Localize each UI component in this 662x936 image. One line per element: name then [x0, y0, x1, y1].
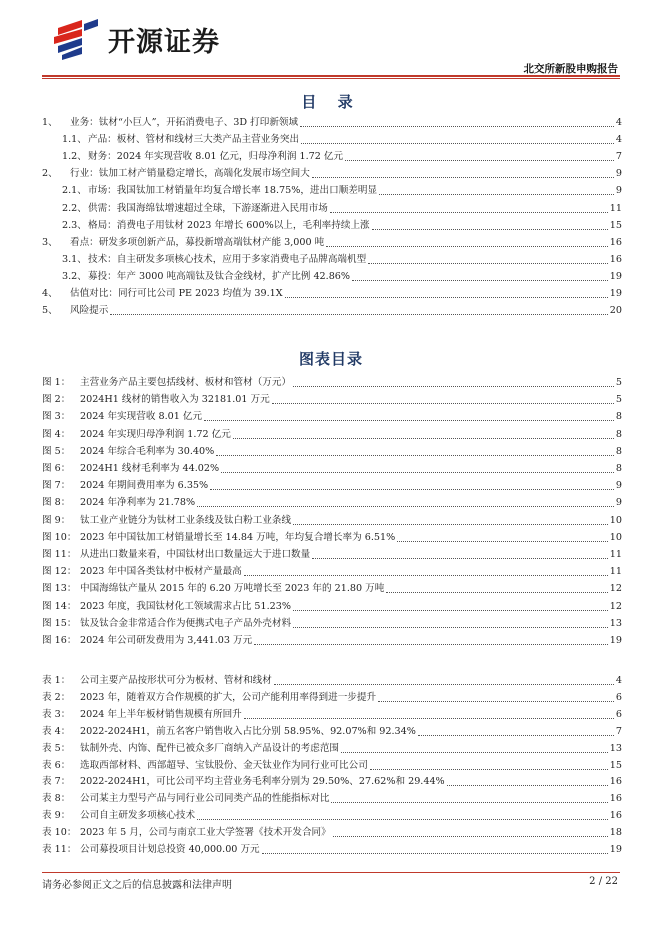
toc-item-number: 1、: [42, 117, 58, 128]
figure-item-page: 8: [615, 463, 622, 474]
figure-item[interactable]: [42, 479, 622, 493]
toc-item-leader: [372, 228, 608, 230]
table-item-text: 2022-2024H1，可比公司平均主营业务毛利率分别为 29.50%、27.62%和 29.44%: [80, 776, 445, 788]
figure-item-number: 图 12：: [42, 566, 77, 578]
header-divider: [42, 75, 620, 77]
figure-item-number: 图 5：: [42, 445, 71, 457]
toc-item[interactable]: [42, 236, 622, 250]
toc-item-text: 产品：板材、管材和线材三大类产品主营业务突出: [88, 134, 300, 146]
figure-item-number: 图 10：: [42, 531, 77, 543]
table-item-leader: [378, 700, 614, 702]
toc-item[interactable]: [42, 304, 622, 318]
figure-item-page: 8: [615, 445, 622, 457]
toc-item[interactable]: [42, 184, 622, 198]
figure-item-page: 12: [609, 583, 622, 595]
table-item-text: 钛制外壳、内饰、配件已被众多厂商纳入产品设计的考虑范围: [80, 742, 340, 754]
figure-item-leader: [204, 419, 614, 421]
figure-item-page: 11: [609, 549, 622, 560]
figure-item[interactable]: [42, 445, 622, 459]
figure-item-number: 图 6：: [42, 463, 71, 474]
table-item-page: 4: [615, 675, 622, 686]
figure-item-page: 19: [609, 635, 622, 646]
table-item[interactable]: [42, 775, 622, 789]
table-item[interactable]: [42, 742, 622, 756]
figure-item-text: 2024H1 线材毛利率为 44.02%: [80, 463, 220, 474]
toc-item-leader: [312, 176, 614, 178]
charts-title: 图表目录: [298, 350, 363, 368]
figure-item[interactable]: [42, 634, 622, 648]
toc-item-number: 4、: [42, 288, 58, 299]
figure-item-text: 2024H1 线材的销售收入为 32181.01 万元: [80, 394, 270, 406]
toc-item[interactable]: [42, 202, 622, 216]
toc-item-page: 16: [609, 253, 622, 265]
table-item-text: 选取西部材料、西部超导、宝钛股份、金天钛业作为同行业可比公司: [80, 759, 368, 771]
figure-item-page: 13: [609, 617, 622, 629]
figure-item-number: 图 7：: [42, 480, 71, 492]
table-item-text: 公司自主研发多项核心技术: [80, 810, 196, 822]
toc-item-number: 3.1、: [62, 253, 87, 265]
table-item-leader: [341, 751, 608, 753]
figure-item-text: 钛工业产业链分为钛材工业条线及钛白粉工业条线: [80, 514, 292, 526]
toc-item-leader: [330, 211, 608, 213]
table-item[interactable]: [42, 725, 622, 739]
table-item-text: 2023 年 5 月，公司与南京工业大学签署《技术开发合同》: [80, 827, 331, 839]
toc-item-number: 2.1、: [62, 185, 87, 197]
table-item-page: 13: [609, 742, 622, 754]
figure-item[interactable]: [42, 462, 622, 476]
toc-item-leader: [110, 313, 607, 315]
figure-item-number: 图 9：: [42, 514, 71, 526]
table-item-leader: [447, 784, 608, 786]
toc-item-number: 3、: [42, 236, 58, 248]
table-item[interactable]: [42, 843, 622, 857]
figure-item-leader: [397, 540, 608, 542]
figure-item-text: 2023 年中国各类钛材中板材产量最高: [80, 566, 242, 578]
report-type: 北交所新股申购报告: [523, 63, 618, 75]
toc-item-page: 16: [609, 236, 622, 248]
figure-item[interactable]: [42, 428, 622, 442]
figure-item-text: 2024 年公司研发费用为 3,441.03 万元: [80, 635, 253, 646]
figure-item-number: 图 15：: [42, 617, 77, 629]
figure-item-number: 图 2：: [42, 394, 71, 406]
toc-item-page: 4: [615, 117, 622, 128]
table-item-text: 2023 年，随着双方合作规模的扩大，公司产能利用率得到进一步提升: [80, 691, 377, 703]
figure-item[interactable]: [42, 548, 622, 562]
table-item-leader: [333, 835, 608, 837]
figure-item-text: 2024 年实现归母净利润 1.72 亿元: [80, 428, 231, 440]
figure-item-text: 从进出口数量来看，中国钛材出口数量远大于进口数量: [80, 549, 311, 560]
figure-item-leader: [272, 402, 614, 404]
table-item-page: 7: [615, 725, 622, 737]
table-item-number: 表 9：: [42, 810, 71, 822]
toc-item-page: 7: [615, 151, 622, 163]
figure-item-leader: [293, 385, 614, 387]
table-item-number: 表 7：: [42, 776, 71, 788]
table-item-text: 公司某主力型号产品与同行业公司同类产品的性能指标对比: [80, 793, 330, 805]
toc-item-leader: [379, 193, 614, 195]
figure-item-leader: [216, 454, 614, 456]
toc-item-number: 3.2、: [62, 270, 87, 282]
table-item-page: 18: [609, 827, 622, 839]
figure-item-text: 2024 年期间费用率为 6.35%: [80, 480, 209, 492]
table-item-text: 公司募投项目计划总投资 40,000.00 万元: [80, 844, 260, 855]
table-item[interactable]: [42, 708, 622, 722]
toc-item-text: 估值对比：同行可比公司 PE 2023 均值为 39.1X: [70, 288, 283, 299]
figure-item[interactable]: [42, 565, 622, 579]
toc-item-text: 技术：自主研发多项核心技术，应用于多家消费电子品牌高端机型: [88, 253, 367, 265]
toc-item-text: 格局：消费电子用钛材 2023 年增长 600%以上，毛利率持续上涨: [88, 219, 370, 231]
table-item-text: 2022-2024H1，前五名客户销售收入占比分别 58.95%、92.07%和 92.34%: [80, 725, 416, 737]
figure-item-page: 9: [615, 497, 622, 509]
table-item-leader: [370, 768, 608, 770]
figure-item-leader: [312, 557, 608, 559]
table-item-page: 16: [609, 793, 622, 805]
figure-item[interactable]: [42, 617, 622, 631]
table-item-page: 6: [615, 691, 622, 703]
toc-item[interactable]: [42, 287, 622, 301]
toc-item[interactable]: [42, 167, 622, 181]
figure-item[interactable]: [42, 582, 622, 596]
figure-item[interactable]: [42, 531, 622, 545]
toc-item-text: 风险提示: [70, 305, 109, 317]
table-item-text: 2024 年上半年板材销售规模有所回升: [80, 708, 242, 720]
toc-item-leader: [345, 159, 614, 161]
figure-item-text: 中国海绵钛产量从 2015 年的 6.20 万吨增长至 2023 年的 21.80 万吨: [80, 583, 385, 595]
table-item[interactable]: [42, 759, 622, 773]
toc-item-text: 供需：我国海绵钛增速超过全球，下游逐渐进入民用市场: [88, 202, 328, 214]
toc-item-number: 2、: [42, 168, 58, 180]
table-item-page: 16: [609, 810, 622, 822]
page-number: 2 / 22: [589, 876, 618, 887]
toc-item[interactable]: [42, 253, 622, 267]
figure-item-text: 2024 年净利率为 21.78%: [80, 497, 196, 509]
table-item-number: 表 3：: [42, 708, 71, 720]
toc-item[interactable]: [42, 270, 622, 284]
footer-disclaimer: 请务必参阅正文之后的信息披露和法律声明: [42, 880, 232, 891]
toc-item-page: 15: [609, 219, 622, 231]
figure-item-leader: [293, 523, 608, 525]
table-item-leader: [262, 852, 608, 854]
figure-item-text: 2023 年中国钛加工材销量增长至 14.84 万吨，年均复合增长率为 6.51%: [80, 531, 396, 543]
footer-divider: [42, 872, 620, 873]
table-item[interactable]: [42, 691, 622, 705]
figure-item-number: 图 4：: [42, 428, 71, 440]
figure-item[interactable]: [42, 600, 622, 614]
table-item-leader: [197, 818, 608, 820]
toc-item-number: 2.3、: [62, 219, 87, 231]
figure-item[interactable]: [42, 514, 622, 528]
toc-item-page: 9: [615, 168, 622, 180]
table-item-number: 表 11：: [42, 844, 77, 855]
figure-item-text: 2024 年实现营收 8.01 亿元: [80, 411, 203, 423]
toc-item-page: 4: [615, 134, 622, 146]
figure-item-page: 9: [615, 480, 622, 492]
toc-item[interactable]: [42, 116, 622, 130]
figure-item-leader: [293, 609, 608, 611]
figure-item-page: 8: [615, 428, 622, 440]
figure-item[interactable]: [42, 410, 622, 424]
figure-item-number: 图 8：: [42, 497, 71, 509]
figure-item-page: 10: [609, 514, 622, 526]
table-item-page: 16: [609, 776, 622, 788]
figure-item-leader: [197, 505, 614, 507]
header-divider-thin: [42, 78, 620, 79]
figure-item-leader: [244, 574, 608, 576]
table-item-leader: [244, 717, 614, 719]
figure-item[interactable]: [42, 496, 622, 510]
table-item-page: 15: [609, 759, 622, 771]
figure-item-page: 11: [609, 566, 622, 578]
table-item-page: 6: [615, 708, 622, 720]
figure-item-number: 图 13：: [42, 583, 77, 595]
toc-item-number: 5、: [42, 305, 58, 317]
table-item[interactable]: [42, 826, 622, 840]
table-item-number: 表 8：: [42, 793, 71, 805]
figure-item-text: 2024 年综合毛利率为 30.40%: [80, 445, 215, 457]
toc-item-page: 20: [609, 305, 622, 317]
toc-item[interactable]: [42, 219, 622, 233]
toc-item-page: 9: [615, 185, 622, 197]
table-item-leader: [274, 683, 614, 685]
toc-item-leader: [300, 125, 614, 127]
toc-item-leader: [285, 296, 608, 298]
kaiyuan-logo-icon: [52, 18, 102, 60]
figure-item-number: 图 11：: [42, 549, 77, 560]
brand-name: 开源证券: [108, 27, 220, 58]
toc-item-text: 业务：钛材“小巨人”，开拓消费电子、3D 打印新领域: [70, 117, 299, 128]
table-item-leader: [331, 801, 607, 803]
toc-item-text: 募投：年产 3000 吨高端钛及钛合金线材，扩产比例 42.86%: [88, 270, 351, 282]
table-item-text: 公司主要产品按形状可分为板材、管材和线材: [80, 675, 272, 686]
figure-item-page: 8: [615, 411, 622, 423]
figure-item-text: 主营业务产品主要包括线材、板材和管材（万元）: [80, 377, 292, 388]
figure-item-leader: [221, 471, 614, 473]
figure-item-number: 图 16：: [42, 635, 77, 646]
toc-item-leader: [352, 279, 608, 281]
toc-item-number: 1.1、: [62, 134, 87, 146]
table-item-number: 表 2：: [42, 691, 71, 703]
toc-item-page: 19: [609, 288, 622, 299]
figure-item-number: 图 14：: [42, 600, 77, 612]
figure-item-number: 图 3：: [42, 411, 71, 423]
table-item-number: 表 5：: [42, 742, 71, 754]
table-item-leader: [418, 734, 614, 736]
figure-item-leader: [293, 626, 608, 628]
toc-item-page: 11: [609, 202, 622, 214]
toc-item[interactable]: [42, 150, 622, 164]
figure-item-text: 2023 年度，我国钛材化工领域需求占比 51.23%: [80, 600, 292, 612]
figure-item-number: 图 1：: [42, 377, 71, 388]
toc-item-text: 财务：2024 年实现营收 8.01 亿元，归母净利润 1.72 亿元: [88, 151, 344, 163]
figure-item-text: 钛及钛合金非常适合作为便携式电子产品外壳材料: [80, 617, 292, 629]
toc-title: 目 录: [301, 93, 361, 111]
page-header: [0, 0, 662, 80]
table-item[interactable]: [42, 809, 622, 823]
table-item[interactable]: [42, 792, 622, 806]
figure-item[interactable]: [42, 393, 622, 407]
toc-item-text: 看点：研发多项创新产品，募投新增高端钛材产能 3,000 吨: [70, 236, 325, 248]
table-item-number: 表 10：: [42, 827, 77, 839]
toc-item-leader: [326, 245, 608, 247]
figure-item-page: 5: [615, 377, 622, 388]
table-item[interactable]: [42, 674, 622, 688]
toc-item-number: 1.2、: [62, 151, 87, 163]
figure-item-leader: [210, 488, 614, 490]
toc-item-leader: [368, 262, 608, 264]
figure-item-page: 5: [615, 394, 622, 406]
table-item-number: 表 1：: [42, 675, 71, 686]
table-item-number: 表 4：: [42, 725, 71, 737]
figure-item-leader: [233, 437, 614, 439]
figure-item[interactable]: [42, 376, 622, 390]
toc-item-text: 行业：钛加工材产销量稳定增长，高端化发展市场空间大: [70, 168, 310, 180]
table-item-page: 19: [609, 844, 622, 855]
figure-item-leader: [254, 643, 608, 645]
toc-item-number: 2.2、: [62, 202, 87, 214]
toc-item-page: 19: [609, 270, 622, 282]
toc-item[interactable]: [42, 133, 622, 147]
table-item-number: 表 6：: [42, 759, 71, 771]
figure-item-leader: [386, 591, 607, 593]
figure-item-page: 10: [609, 531, 622, 543]
toc-item-text: 市场：我国钛加工材销量年均复合增长率 18.75%，进出口顺差明显: [88, 185, 378, 197]
toc-item-leader: [301, 142, 614, 144]
figure-item-page: 12: [609, 600, 622, 612]
